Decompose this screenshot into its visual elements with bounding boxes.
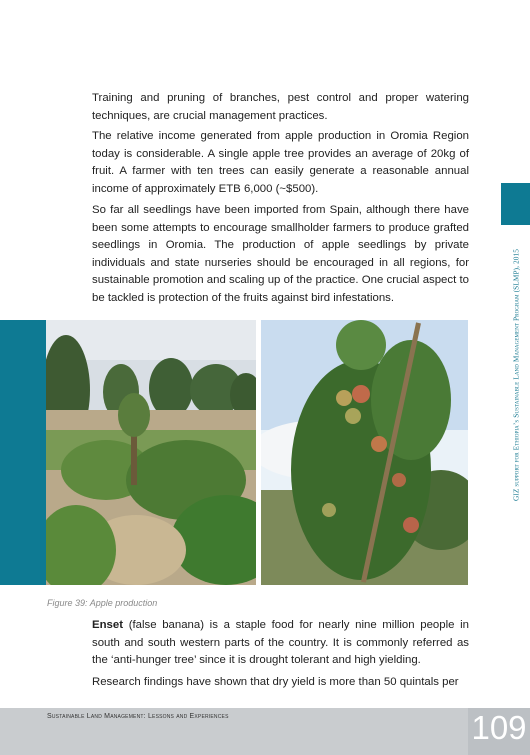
page-number: 109 (471, 709, 527, 746)
photo-apple-tree (261, 320, 468, 585)
paragraph-enset (92, 617, 469, 670)
sidebar-program-label: GIZ support for Ethiopia’s Sustainable Land Management Program (SLMP), 2015 (511, 249, 521, 501)
paragraph-research: Research findings have shown that dry yield is more than 50 quintals per (92, 676, 459, 688)
figure-caption: Figure 39: Apple production (47, 598, 158, 608)
enset-term: Enset (92, 619, 124, 631)
accent-bar-left (0, 320, 46, 585)
photo-field-crops (46, 320, 256, 585)
paragraph-seedlings: So far all seedlings have been imported from Spain, although there have been some attempts to encourage smallholder farmers to produce grafted seedlings in Oromia. The production of apple seedlings by private individuals and state nurseries should be encouraged in all regions, for sustainable promotion and scaling up of the practice. One crucial aspect to be tackled is protection of the fruits against bird infestations. (92, 204, 469, 304)
paragraph-management: Training and pruning of branches, pest control and proper watering techniques, are crucial management practices. (92, 92, 469, 122)
footer-title: Sustainable Land Management: Lessons and Experiences (47, 713, 229, 720)
paragraph-enset-text: (false banana) is a staple food for nearly nine million people in south and south western parts of the country. It is commonly referred as the ‘anti-hunger tree’ since it is drought tolerant and high yielding. (92, 619, 469, 666)
accent-tab-right (501, 183, 530, 225)
paragraph-income: The relative income generated from apple production in Oromia Region today is considerable. A single apple tree provides an average of 20kg of fruit. A farmer with ten trees can easily generate a reasonable annual income of approximately ETB 6,000 (~$500). (92, 130, 469, 195)
